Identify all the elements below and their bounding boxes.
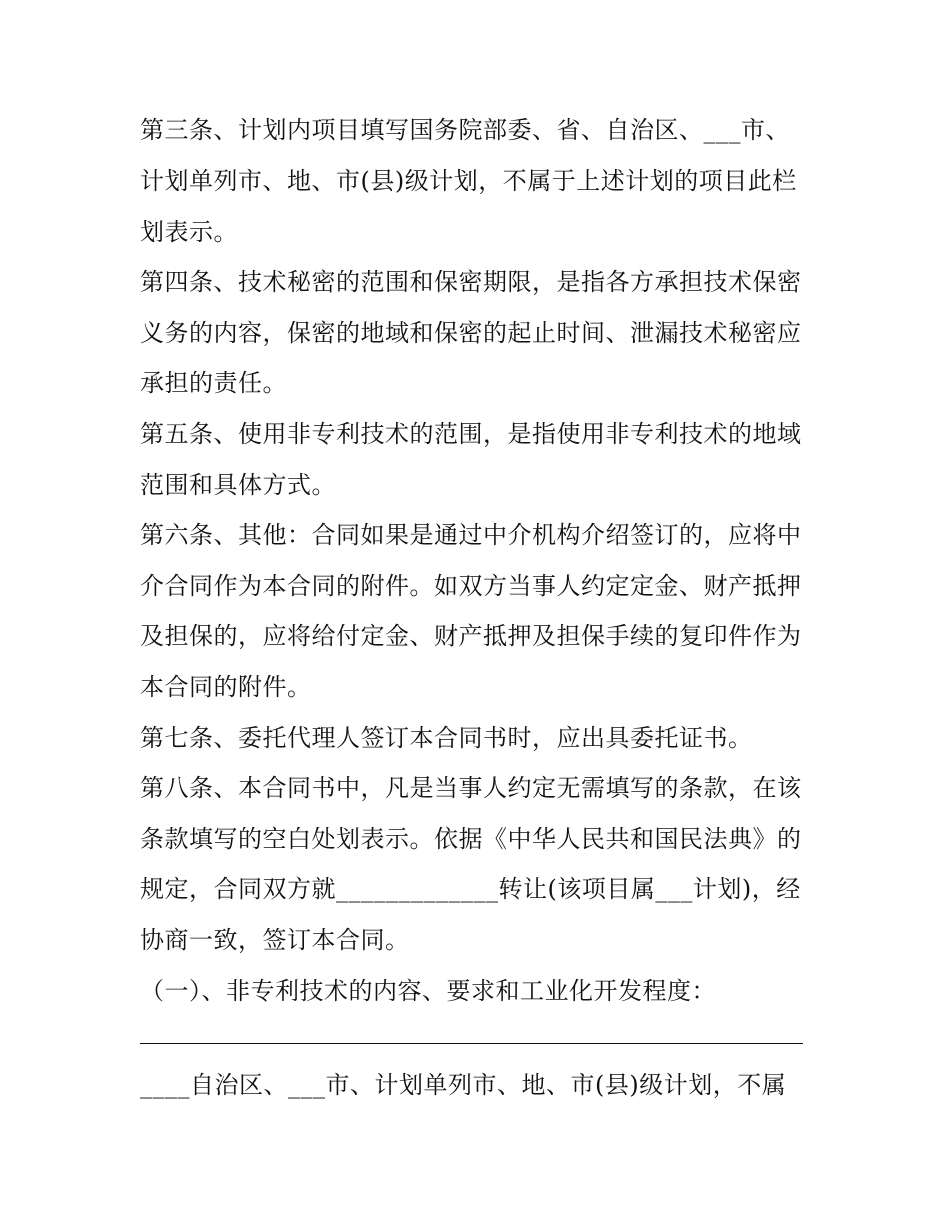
paragraph-line: 规定，合同双方就_____________转让(该项目属___计划)，经	[140, 875, 801, 903]
paragraph-line: ____自治区、___市、计划单列市、地、市(县)级计划，不属	[140, 1071, 787, 1099]
paragraph-line: 范围和具体方式。	[140, 471, 336, 499]
paragraph-line: 及担保的，应将给付定金、财产抵押及担保手续的复印件作为	[140, 622, 802, 650]
paragraph-line: 第八条、本合同书中，凡是当事人约定无需填写的条款，在该	[140, 774, 802, 802]
fill-in-blank-line	[140, 1043, 803, 1044]
paragraph-line: 义务的内容，保密的地域和保密的起止时间、泄漏技术秘密应	[140, 319, 802, 347]
paragraph-line: 计划单列市、地、市(县)级计划，不属于上述计划的项目此栏	[140, 167, 797, 195]
paragraph-line: （一）、非专利技术的内容、要求和工业化开发程度：	[140, 977, 716, 1005]
paragraph-line: 介合同作为本合同的附件。如双方当事人约定定金、财产抵押	[140, 572, 802, 600]
paragraph-line: 第四条、技术秘密的范围和保密期限，是指各方承担技术保密	[140, 268, 802, 296]
paragraph-line: 第七条、委托代理人签订本合同书时，应出具委托证书。	[140, 724, 753, 752]
paragraph-line: 协商一致，签订本合同。	[140, 926, 410, 954]
paragraph-line: 划表示。	[140, 218, 238, 246]
paragraph-line: 第五条、使用非专利技术的范围，是指使用非专利技术的地域	[140, 420, 802, 448]
paragraph-line: 条款填写的空白处划表示。依据《中华人民共和国民法典》的	[140, 825, 802, 853]
paragraph-line: 第六条、其他：合同如果是通过中介机构介绍签订的，应将中	[140, 521, 802, 549]
paragraph-line: 承担的责任。	[140, 369, 287, 397]
paragraph-line: 本合同的附件。	[140, 673, 312, 701]
paragraph-line: 第三条、计划内项目填写国务院部委、省、自治区、___市、	[140, 116, 790, 144]
